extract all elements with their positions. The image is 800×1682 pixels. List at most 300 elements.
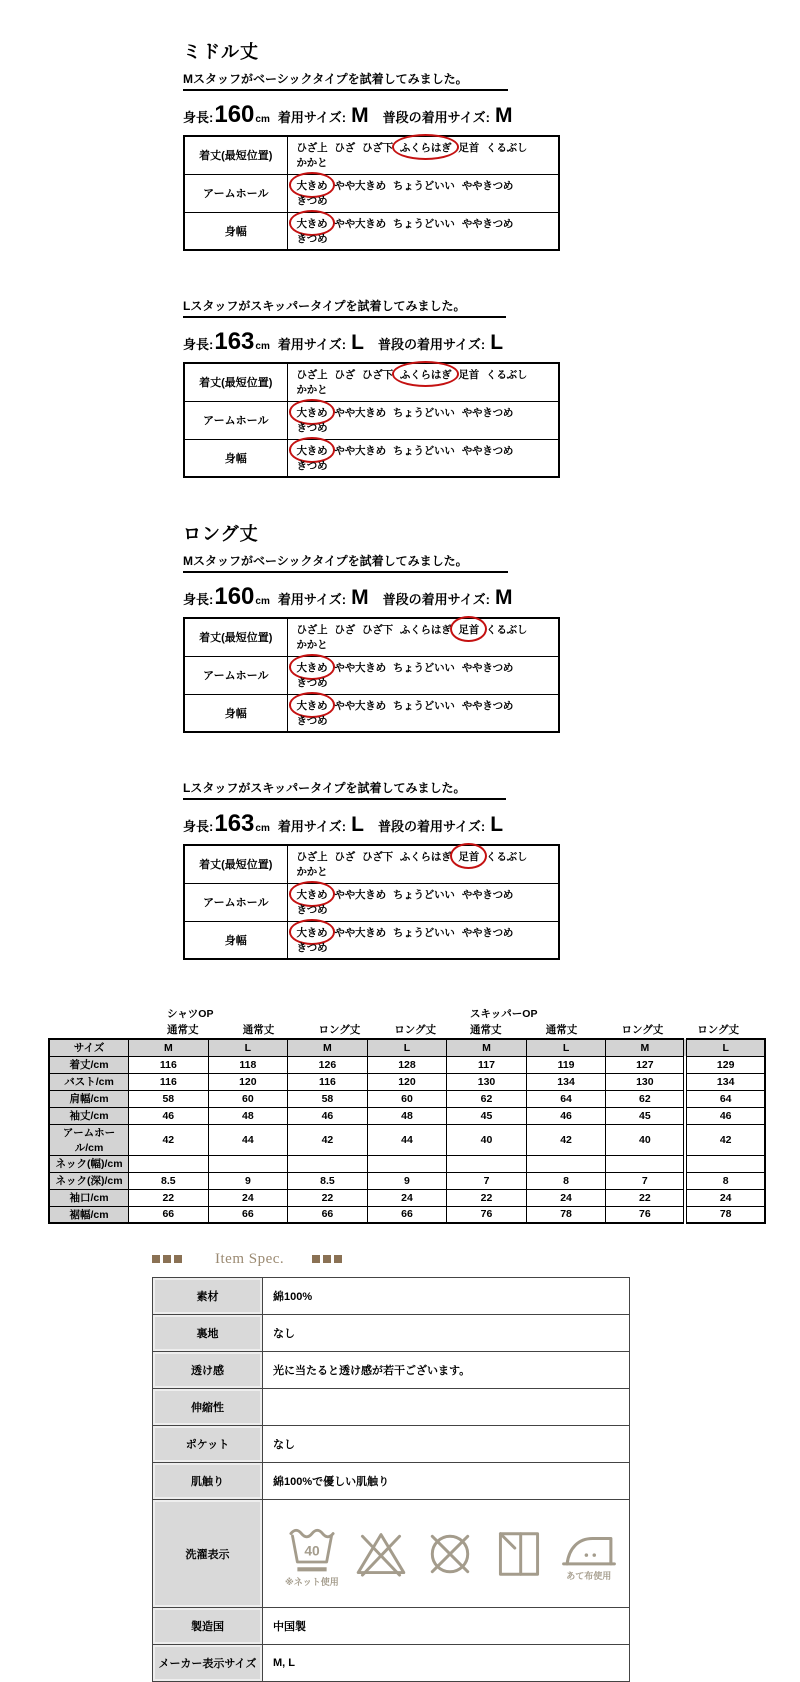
fit-row-label: 着丈(最短位置) [184, 618, 287, 656]
brown-square-icon [163, 1255, 171, 1263]
size-chart-value-cell: 46 [288, 1107, 368, 1124]
fit-row-label: アームホール [184, 401, 287, 439]
staff-note: Lスタッフがスキッパータイプを試着してみました。 [183, 779, 506, 800]
size-chart-length-header: ロング丈 [394, 1023, 437, 1036]
no-bleach-icon [354, 1527, 408, 1581]
staff-note: Lスタッフがスキッパータイプを試着してみました。 [183, 297, 506, 318]
size-chart-group-header: シャツOP [167, 1007, 214, 1020]
size-chart-value-cell: 130 [606, 1073, 686, 1090]
fit-option: ひざ下 [362, 851, 393, 864]
fit-option: ひざ上 [296, 851, 328, 864]
size-chart-value-cell: 42 [685, 1124, 765, 1155]
fit-table [183, 135, 560, 251]
fit-option: かかと [296, 866, 328, 879]
brown-square-icon [323, 1255, 331, 1263]
item-spec-section [152, 1251, 630, 1682]
fit-row-options [287, 136, 559, 174]
fit-option: きつめ [296, 904, 328, 916]
fit-option-circled: 大きめ [296, 662, 328, 674]
size-chart-value-cell [447, 1155, 527, 1172]
size-chart-length-header: ロング丈 [318, 1023, 361, 1036]
fit-option: やや大きめ [334, 217, 386, 230]
size-chart-value-cell: 66 [367, 1206, 447, 1223]
item-spec-label: 洗濯表示 [153, 1500, 263, 1608]
size-chart-length-header: 通常丈 [242, 1023, 275, 1036]
size-chart-size-cell: L [685, 1039, 765, 1056]
size-chart-value-cell: 127 [606, 1056, 686, 1073]
fit-row-label: アームホール [184, 174, 287, 212]
fit-option: ひざ下 [362, 624, 393, 637]
fit-row-label: 身幅 [184, 212, 287, 250]
size-chart-value-cell: 60 [367, 1090, 447, 1107]
fit-option: ややきつめ [461, 662, 514, 674]
fit-option-circled: 大きめ [296, 217, 328, 230]
size-chart-value-cell: 116 [129, 1056, 209, 1073]
fit-option-circled: 大きめ [296, 180, 328, 192]
fit-option: ひざ [334, 851, 356, 864]
item-spec-value [263, 1500, 630, 1608]
fit-table [183, 844, 560, 960]
iron-icon [561, 1527, 617, 1571]
fit-table-row [184, 136, 559, 174]
fit-option: ちょうどいい [392, 407, 455, 419]
fit-option: くるぶし [486, 851, 528, 864]
fit-option: 足首 [458, 142, 480, 155]
fit-table-row [184, 921, 559, 959]
size-chart-value-cell: 76 [447, 1206, 527, 1223]
size-chart-value-cell: 7 [447, 1172, 527, 1189]
fit-option: ちょうどいい [392, 662, 455, 674]
fit-option: きつめ [296, 195, 328, 207]
fit-row-options [287, 439, 559, 477]
size-chart-size-cell: L [208, 1039, 288, 1056]
item-spec-row [153, 1315, 630, 1352]
usual-size-value: M [494, 104, 513, 127]
fit-option: くるぶし [486, 369, 528, 382]
wear-size-value: L [351, 331, 364, 354]
usual-size-value: L [490, 331, 504, 354]
height-label: 身長: [183, 337, 214, 352]
fit-option: ややきつめ [461, 444, 514, 457]
size-chart-value-cell: 46 [685, 1107, 765, 1124]
fit-option: ひざ下 [362, 142, 393, 155]
fit-row-options [287, 174, 559, 212]
size-chart-row [49, 1090, 765, 1107]
fit-option: きつめ [296, 459, 328, 472]
size-chart-length-header-row [48, 1021, 766, 1037]
fit-option-circled: 大きめ [296, 926, 328, 939]
size-chart-value-cell: 58 [288, 1090, 368, 1107]
size-chart-row-label: バスト/cm [49, 1073, 129, 1090]
item-spec-value [263, 1389, 630, 1426]
size-chart-value-cell: 116 [288, 1073, 368, 1090]
fit-option: やや大きめ [334, 699, 386, 712]
fit-table-row [184, 694, 559, 732]
size-chart-value-cell: 120 [367, 1073, 447, 1090]
fit-section [183, 779, 800, 960]
item-spec-label: 素材 [153, 1278, 263, 1315]
size-chart-value-cell: 66 [129, 1206, 209, 1223]
wear-size-label: 着用サイズ: [277, 110, 347, 125]
size-chart-value-cell: 120 [208, 1073, 288, 1090]
item-spec-label: メーカー表示サイズ [153, 1645, 263, 1682]
size-chart-value-cell: 45 [447, 1107, 527, 1124]
size-chart-value-cell: 66 [288, 1206, 368, 1223]
size-chart-row-label: 袖口/cm [49, 1189, 129, 1206]
wear-size-label: 着用サイズ: [277, 592, 347, 607]
size-chart-section [48, 1005, 766, 1224]
size-chart-row-label: ネック(幅)/cm [49, 1155, 129, 1172]
fit-option: ややきつめ [461, 889, 514, 901]
size-chart-group-header: スキッパーOP [470, 1007, 538, 1020]
fit-row-options [287, 656, 559, 694]
size-chart-value-cell: 24 [526, 1189, 606, 1206]
height-label: 身長: [183, 110, 214, 125]
laundry-icons-row [273, 1521, 619, 1587]
size-chart-row [49, 1124, 765, 1155]
size-chart-size-row [49, 1039, 765, 1056]
fit-row-label: 着丈(最短位置) [184, 845, 287, 883]
size-chart-value-cell: 118 [208, 1056, 288, 1073]
size-chart-value-cell: 48 [208, 1107, 288, 1124]
fit-option: くるぶし [486, 624, 528, 637]
stats-line [183, 812, 800, 836]
wash-40-icon [285, 1521, 339, 1587]
size-chart-row [49, 1056, 765, 1073]
care-icon-caption: あて布使用 [566, 1570, 612, 1581]
fit-option: ちょうどいい [392, 444, 455, 457]
size-chart-value-cell: 44 [208, 1124, 288, 1155]
fit-option-circled: 大きめ [296, 407, 328, 419]
size-chart-size-cell: M [606, 1039, 686, 1056]
stats-line [183, 585, 800, 609]
fit-option-circled: 足首 [458, 851, 480, 864]
fit-row-options [287, 845, 559, 883]
size-chart-value-cell: 134 [685, 1073, 765, 1090]
hang-dry-shade-icon [492, 1527, 546, 1581]
size-chart-value-cell: 66 [208, 1206, 288, 1223]
item-spec-title: Item Spec. [215, 1250, 285, 1267]
size-chart-length-header: 通常丈 [545, 1023, 578, 1036]
size-chart-value-cell: 116 [129, 1073, 209, 1090]
size-chart-value-cell: 46 [526, 1107, 606, 1124]
staff-note: Mスタッフがベーシックタイプを試着してみました。 [183, 70, 508, 91]
size-chart-value-cell: 126 [288, 1056, 368, 1073]
no-bleach-icon [354, 1527, 408, 1581]
wear-size-label: 着用サイズ: [277, 819, 347, 834]
length-heading: ロング丈 [183, 524, 259, 544]
wear-size-value: M [351, 104, 369, 127]
size-chart-value-cell [129, 1155, 209, 1172]
fit-option: ひざ上 [296, 369, 328, 382]
size-chart-row-label: 着丈/cm [49, 1056, 129, 1073]
fit-row-label: 身幅 [184, 439, 287, 477]
size-chart-value-cell [606, 1155, 686, 1172]
height-value: 163 [214, 810, 255, 837]
fit-section [183, 552, 800, 733]
fit-option: かかと [296, 157, 328, 170]
size-chart-value-cell [526, 1155, 606, 1172]
fit-option: くるぶし [486, 142, 528, 155]
size-chart-length-header: 通常丈 [470, 1023, 502, 1036]
fit-row-label: アームホール [184, 883, 287, 921]
fit-row-options [287, 883, 559, 921]
size-chart-value-cell: 62 [447, 1090, 527, 1107]
fit-option: ややきつめ [461, 407, 514, 419]
size-chart-value-cell [367, 1155, 447, 1172]
size-chart-size-cell: L [367, 1039, 447, 1056]
care-icon-caption: ※ネット使用 [285, 1576, 339, 1587]
size-chart-value-cell: 134 [526, 1073, 606, 1090]
fit-option: きつめ [296, 941, 328, 954]
fit-option: かかと [296, 639, 328, 652]
height-value: 160 [214, 101, 255, 128]
size-chart-length-header: ロング丈 [621, 1023, 664, 1036]
fit-row-options [287, 363, 559, 401]
item-spec-value: 綿100%で優しい肌触り [263, 1463, 630, 1500]
fit-option: ひざ上 [296, 142, 328, 155]
size-chart-value-cell: 117 [447, 1056, 527, 1073]
size-chart-value-cell: 24 [367, 1189, 447, 1206]
fit-row-options [287, 618, 559, 656]
fit-group [183, 520, 800, 960]
size-chart-row-label: 裾幅/cm [49, 1206, 129, 1223]
height-value: 163 [214, 328, 255, 355]
wash-40-icon [286, 1521, 338, 1577]
fit-option: きつめ [296, 677, 328, 689]
fit-option: ちょうどいい [392, 889, 455, 901]
fit-option: ひざ [334, 624, 356, 637]
item-spec-row [153, 1426, 630, 1463]
size-chart-row [49, 1172, 765, 1189]
stats-line [183, 330, 800, 354]
staff-note: Mスタッフがベーシックタイプを試着してみました。 [183, 552, 508, 573]
item-spec-row [153, 1645, 630, 1682]
height-unit: cm [255, 596, 270, 607]
size-chart-value-cell [208, 1155, 288, 1172]
size-chart-value-cell: 9 [208, 1172, 288, 1189]
item-spec-label: 伸縮性 [153, 1389, 263, 1426]
item-spec-row [153, 1278, 630, 1315]
size-chart-value-cell: 78 [526, 1206, 606, 1223]
fit-table-row [184, 401, 559, 439]
size-chart-row-label: 袖丈/cm [49, 1107, 129, 1124]
fit-option: ひざ下 [362, 369, 393, 382]
item-spec-row [153, 1500, 630, 1608]
size-chart-value-cell: 128 [367, 1056, 447, 1073]
size-chart-header-spacer [387, 1005, 463, 1021]
no-dry-clean-icon [423, 1527, 477, 1581]
fit-row-label: 着丈(最短位置) [184, 136, 287, 174]
size-chart-size-cell: L [526, 1039, 606, 1056]
brown-square-icon [312, 1255, 320, 1263]
fit-option: ふくらはぎ [399, 624, 452, 637]
hang-dry-shade-icon [492, 1527, 546, 1581]
fit-table [183, 617, 560, 733]
usual-size-value: L [490, 813, 504, 836]
item-spec-value: なし [263, 1315, 630, 1352]
svg-text:40: 40 [304, 1542, 320, 1558]
size-chart-value-cell: 76 [606, 1206, 686, 1223]
fit-option-circled: ふくらはぎ [399, 142, 452, 155]
size-chart-value-cell: 7 [606, 1172, 686, 1189]
size-chart-value-cell: 8 [685, 1172, 765, 1189]
size-chart-row-label: ネック(深)/cm [49, 1172, 129, 1189]
fit-section [183, 297, 800, 478]
size-chart-value-cell: 60 [208, 1090, 288, 1107]
fit-table-row [184, 656, 559, 694]
size-chart-row [49, 1155, 765, 1172]
size-chart-value-cell: 22 [447, 1189, 527, 1206]
size-chart-header-spacer [615, 1005, 691, 1021]
size-chart-value-cell: 62 [606, 1090, 686, 1107]
size-chart-row [49, 1206, 765, 1223]
size-chart-value-cell: 42 [129, 1124, 209, 1155]
item-spec-row [153, 1389, 630, 1426]
fit-option: ややきつめ [461, 699, 514, 712]
size-chart-value-cell: 129 [685, 1056, 765, 1073]
fit-row-options [287, 212, 559, 250]
brown-square-icon [174, 1255, 182, 1263]
fit-option: やや大きめ [334, 662, 386, 674]
fit-section [183, 70, 800, 251]
height-label: 身長: [183, 819, 214, 834]
wear-size-label: 着用サイズ: [277, 337, 347, 352]
fit-option: ややきつめ [461, 180, 514, 192]
fit-option: ちょうどいい [392, 699, 455, 712]
fit-row-options [287, 401, 559, 439]
item-spec-label: 裏地 [153, 1315, 263, 1352]
size-chart-value-cell: 48 [367, 1107, 447, 1124]
fit-table-row [184, 845, 559, 883]
usual-size-label: 普段の着用サイズ: [377, 819, 486, 834]
size-chart-value-cell: 8.5 [129, 1172, 209, 1189]
fit-option: やや大きめ [334, 444, 386, 457]
fit-table-row [184, 883, 559, 921]
size-chart-value-cell: 130 [447, 1073, 527, 1090]
size-chart-value-cell: 64 [526, 1090, 606, 1107]
size-chart-header-spacer [539, 1005, 615, 1021]
usual-size-value: M [494, 586, 513, 609]
height-unit: cm [255, 341, 270, 352]
fit-option-circled: 大きめ [296, 889, 328, 901]
usual-size-label: 普段の着用サイズ: [382, 110, 490, 125]
wear-size-value: M [351, 586, 369, 609]
size-chart-value-cell: 22 [129, 1189, 209, 1206]
item-spec-label: 製造国 [153, 1608, 263, 1645]
item-spec-value: 綿100% [263, 1278, 630, 1315]
fit-table-row [184, 212, 559, 250]
fit-option: ちょうどいい [392, 926, 455, 939]
fit-table-row [184, 363, 559, 401]
fit-table [183, 362, 560, 478]
fit-option: きつめ [296, 422, 328, 434]
fit-option: ちょうどいい [392, 217, 455, 230]
size-chart-header-spacer [690, 1005, 766, 1021]
wear-size-value: L [351, 813, 364, 836]
size-chart-value-cell: 8.5 [288, 1172, 368, 1189]
brown-square-icon [334, 1255, 342, 1263]
item-spec-value: M, L [263, 1645, 630, 1682]
size-chart-group-header-row [48, 1005, 766, 1021]
size-chart-value-cell: 42 [526, 1124, 606, 1155]
size-chart-value-cell: 22 [288, 1189, 368, 1206]
item-spec-table [152, 1277, 630, 1682]
size-chart-value-cell: 119 [526, 1056, 606, 1073]
no-dry-clean-icon [423, 1527, 477, 1581]
fit-row-label: 身幅 [184, 921, 287, 959]
size-chart-value-cell: 46 [129, 1107, 209, 1124]
size-chart-value-cell: 9 [367, 1172, 447, 1189]
brown-square-icon [152, 1255, 160, 1263]
fit-table-row [184, 618, 559, 656]
fit-row-label: 着丈(最短位置) [184, 363, 287, 401]
fit-table-row [184, 439, 559, 477]
size-chart-value-cell: 58 [129, 1090, 209, 1107]
usual-size-label: 普段の着用サイズ: [382, 592, 490, 607]
size-chart-size-cell: M [447, 1039, 527, 1056]
item-spec-value: なし [263, 1426, 630, 1463]
size-chart-size-cell: M [129, 1039, 209, 1056]
size-chart-header-spacer [48, 1005, 160, 1021]
height-label: 身長: [183, 592, 214, 607]
size-chart-row [49, 1189, 765, 1206]
fit-option: やや大きめ [334, 889, 386, 901]
fit-option: やや大きめ [334, 180, 386, 192]
fit-option-circled: 足首 [458, 624, 480, 637]
size-chart-value-cell: 45 [606, 1107, 686, 1124]
size-chart-row-label: アームホール/cm [49, 1124, 129, 1155]
height-unit: cm [255, 823, 270, 834]
item-spec-label: ポケット [153, 1426, 263, 1463]
item-spec-value: 光に当たると透け感が若干ございます。 [263, 1352, 630, 1389]
fit-option: やや大きめ [334, 407, 386, 419]
size-chart-row [49, 1073, 765, 1090]
item-spec-title-row [152, 1251, 630, 1267]
fit-option: 足首 [458, 369, 480, 382]
item-spec-row [153, 1463, 630, 1500]
size-chart-value-cell: 64 [685, 1090, 765, 1107]
fit-option: ややきつめ [461, 926, 514, 939]
fit-option: ややきつめ [461, 217, 514, 230]
fit-option: きつめ [296, 714, 328, 727]
item-spec-value: 中国製 [263, 1608, 630, 1645]
fit-row-options [287, 921, 559, 959]
length-heading: ミドル丈 [183, 42, 259, 62]
fit-table-row [184, 174, 559, 212]
fit-option: ひざ上 [296, 624, 328, 637]
size-chart-size-cell: M [288, 1039, 368, 1056]
size-chart-value-cell: 78 [685, 1206, 765, 1223]
iron-icon [561, 1527, 617, 1581]
fit-option: かかと [296, 384, 328, 397]
fit-group [183, 38, 800, 478]
fit-row-label: アームホール [184, 656, 287, 694]
size-chart-value-cell: 44 [367, 1124, 447, 1155]
fit-option: ひざ [334, 369, 356, 382]
fit-option: やや大きめ [334, 926, 386, 939]
size-chart-value-cell: 40 [606, 1124, 686, 1155]
size-chart-corner-label: サイズ [49, 1039, 129, 1056]
size-chart-value-cell: 24 [208, 1189, 288, 1206]
fit-option: ちょうどいい [392, 180, 455, 192]
size-chart-header-spacer [236, 1005, 312, 1021]
fit-option-circled: 大きめ [296, 699, 328, 712]
size-chart-value-cell: 8 [526, 1172, 606, 1189]
size-chart-value-cell [685, 1155, 765, 1172]
fit-option-circled: ふくらはぎ [399, 369, 452, 382]
height-unit: cm [255, 114, 270, 125]
